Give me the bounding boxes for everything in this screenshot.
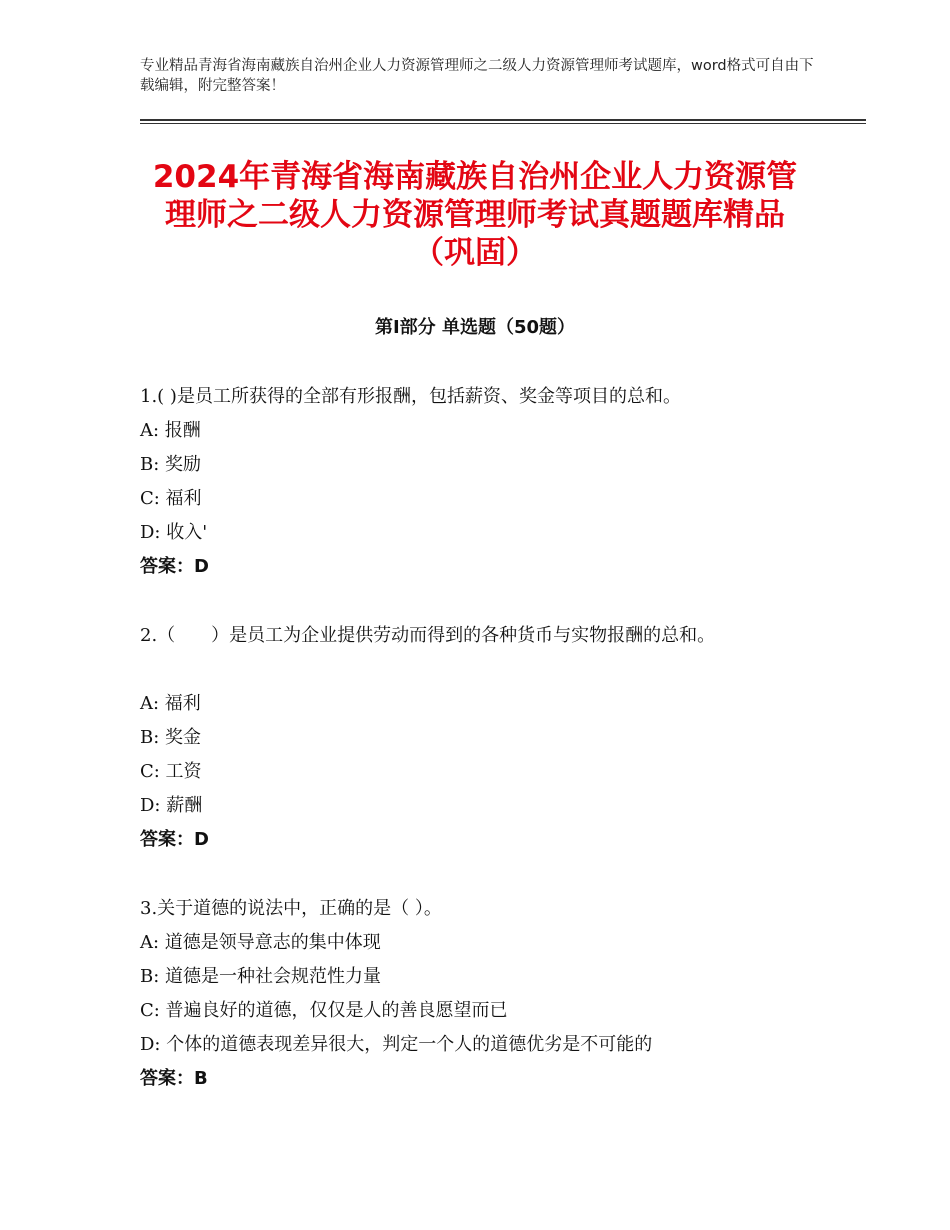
option-c: C: 普遍良好的道德，仅仅是人的善良愿望而已 (140, 1000, 508, 1021)
option-c: C: 福利 (140, 488, 202, 509)
answer: 答案：D (140, 829, 209, 850)
option-c: C: 工资 (140, 761, 202, 782)
question-stem: 1.( )是员工所获得的全部有形报酬，包括薪资、奖金等项目的总和。 (140, 386, 681, 407)
document-title: 2024年青海省海南藏族自治州企业人力资源管理师之二级人力资源管理师考试真题题库精品（巩固） (152, 159, 798, 271)
option-d: D: 薪酬 (140, 795, 203, 816)
header-divider (140, 119, 866, 121)
option-d: D: 收入' (140, 522, 208, 543)
option-a: A: 福利 (140, 693, 201, 714)
option-b: B: 奖励 (140, 454, 202, 475)
option-b: B: 奖金 (140, 727, 202, 748)
header-note: 专业精品青海省海南藏族自治州企业人力资源管理师之二级人力资源管理师考试题库，word格式可自由下载编辑，附完整答案！ (140, 58, 814, 94)
option-a: A: 道德是领导意志的集中体现 (140, 932, 381, 953)
answer: 答案：B (140, 1068, 208, 1089)
question-stem: 3.关于道德的说法中，正确的是（ ）。 (140, 898, 442, 919)
answer: 答案：D (140, 556, 209, 577)
option-a: A: 报酬 (140, 420, 201, 441)
section-title: 第Ⅰ部分 单选题（50题） (374, 317, 575, 338)
option-b: B: 道德是一种社会规范性力量 (140, 966, 382, 987)
question-stem: 2.（ ）是员工为企业提供劳动而得到的各种货币与实物报酬的总和。 (140, 625, 716, 646)
header-divider-thin (140, 123, 866, 124)
option-d: D: 个体的道德表现差异很大，判定一个人的道德优劣是不可能的 (140, 1034, 653, 1055)
